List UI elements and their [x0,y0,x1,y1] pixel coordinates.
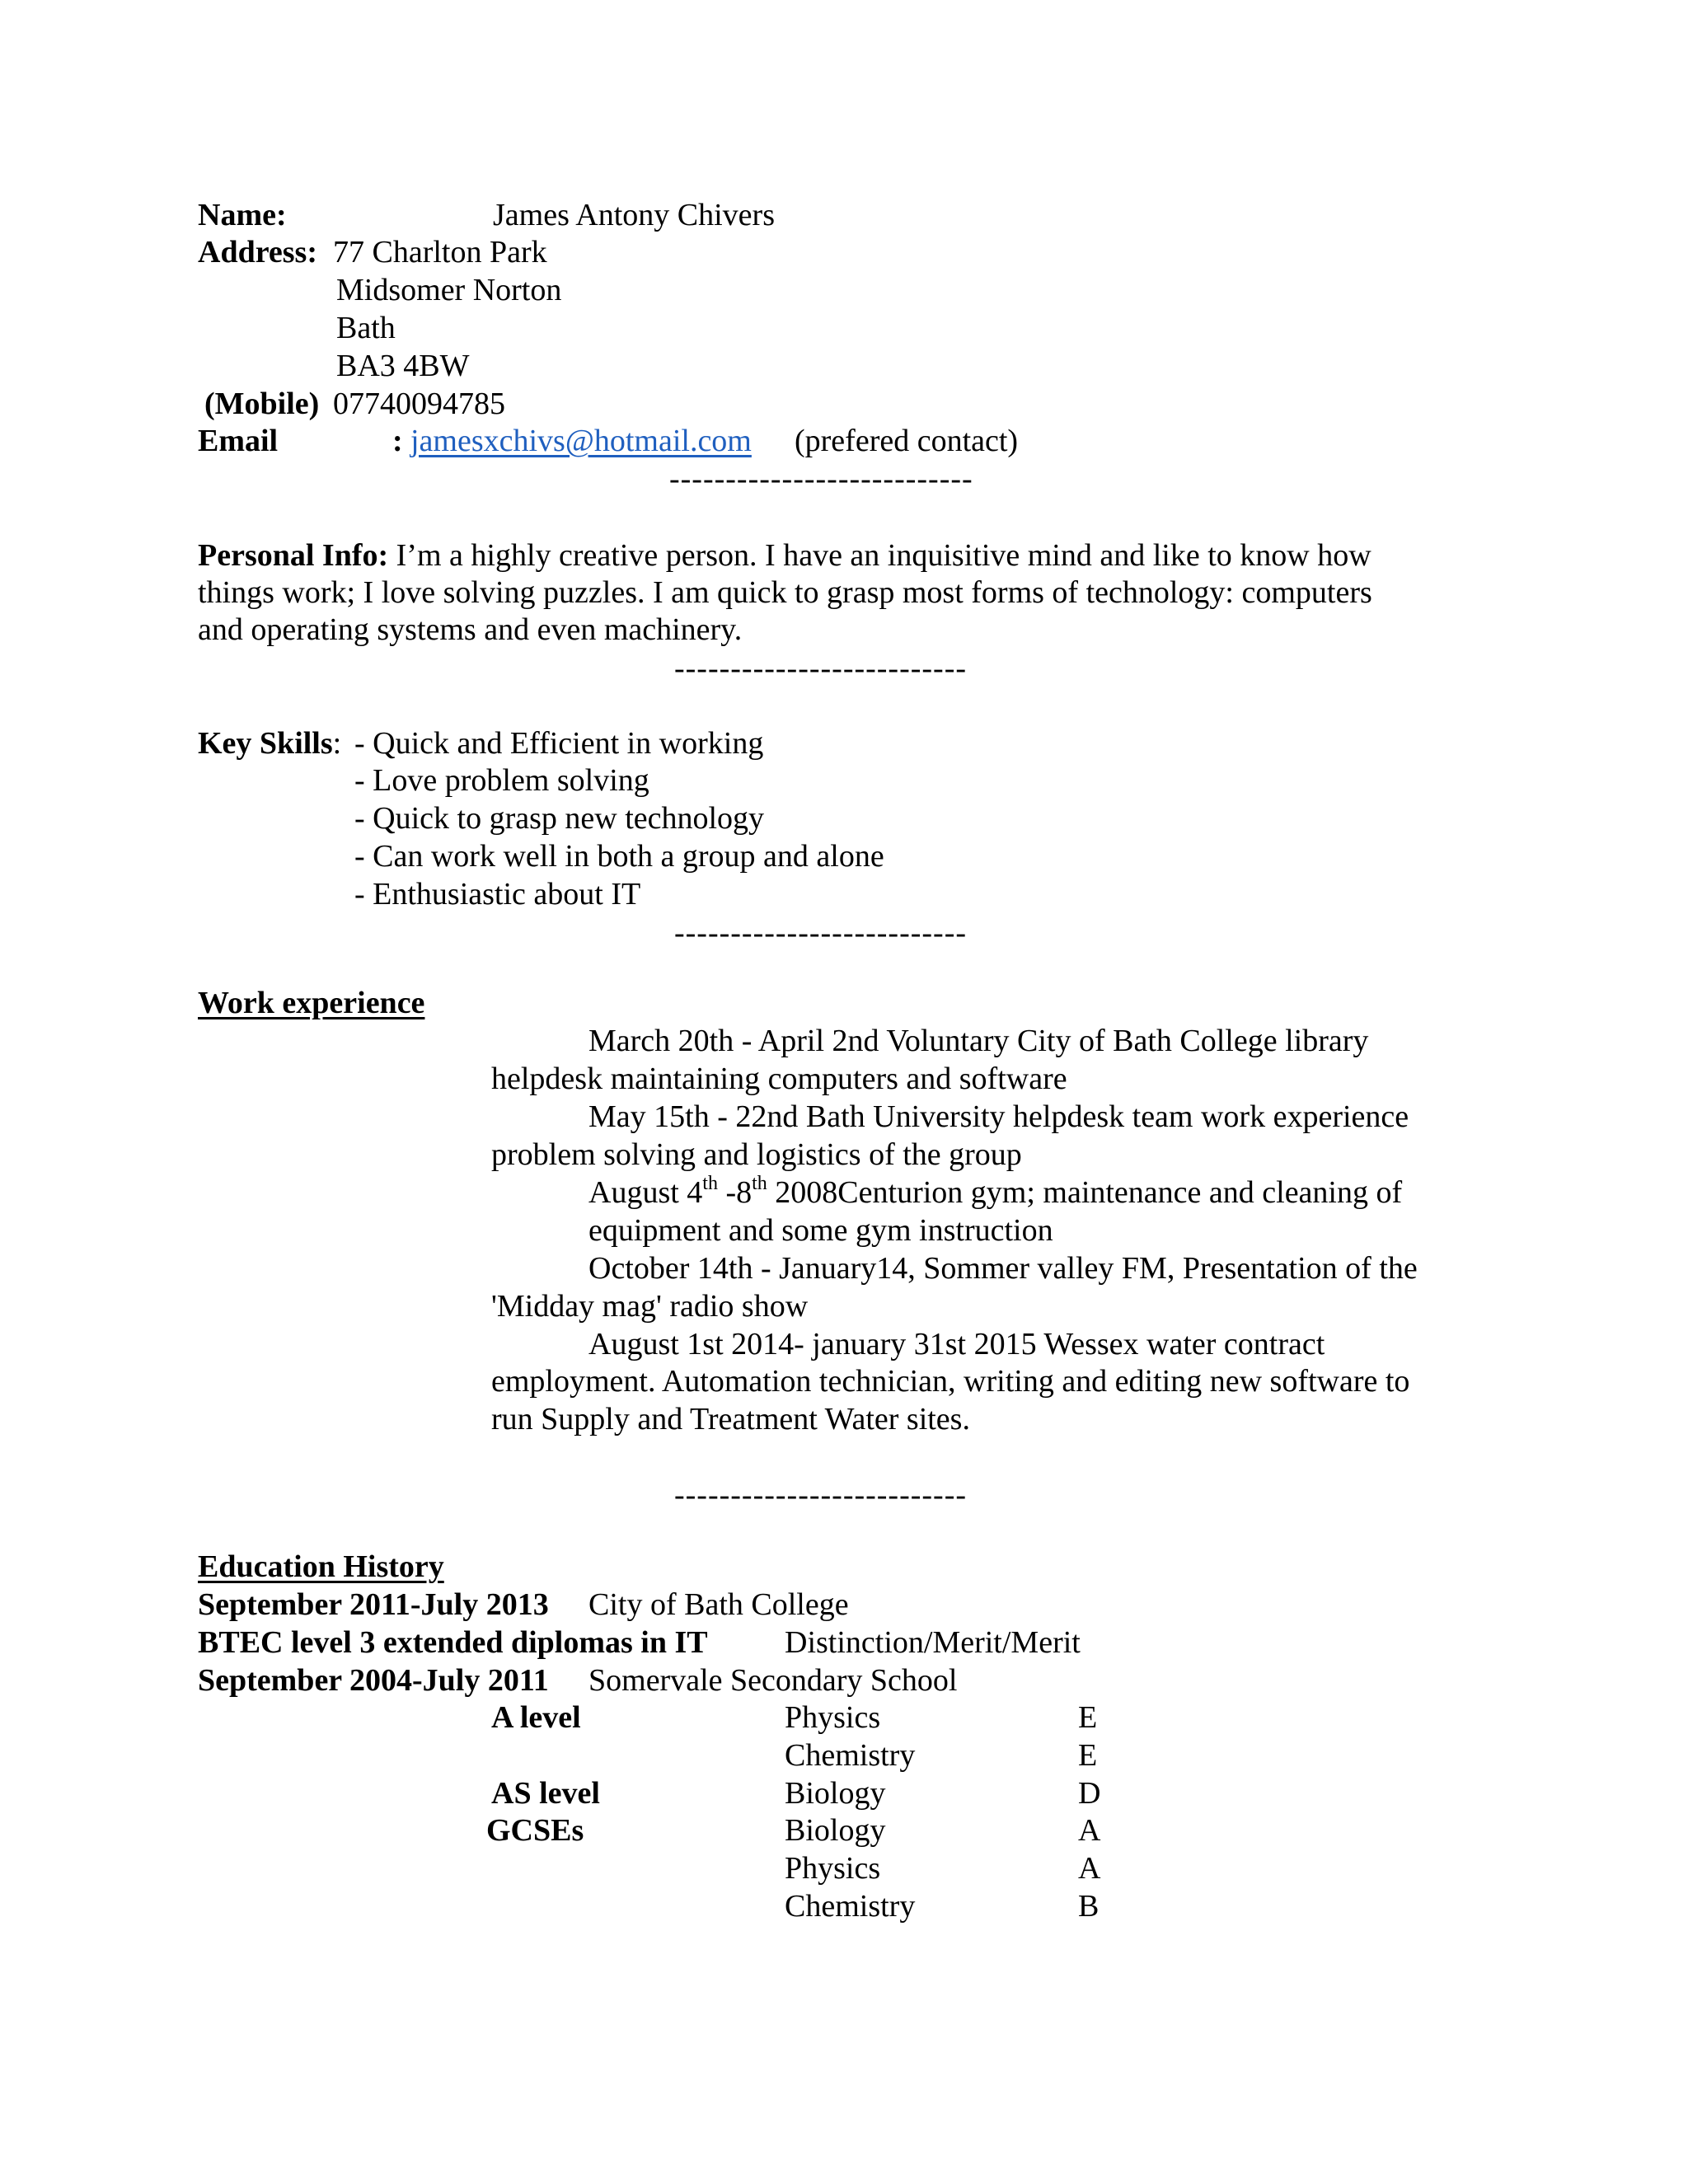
skill-item-1: - Quick and Efficient in working [354,726,764,761]
mobile-value: 07740094785 [333,387,505,421]
key-skills-colon: : [332,726,342,761]
education-school-2: Somervale Secondary School [588,1663,958,1698]
work-entry-2-line-1: May 15th - 22nd Bath University helpdesk team work experience [588,1099,1409,1134]
skill-item-2: - Love problem solving [354,763,649,798]
grade-subject: Physics [785,1700,881,1735]
personal-info-line-3: and operating systems and even machinery. [198,612,743,647]
separator-3: -------------------------- [674,916,968,950]
work-entry-2-line-2: problem solving and logistics of the group [491,1137,1022,1172]
grade-value: E [1078,1700,1098,1735]
personal-info-text-1: I’m a highly creative person. I have an inquisitive mind and like to know how [388,538,1372,573]
separator-2: -------------------------- [674,651,968,686]
email-link[interactable]: jamesxchivs@hotmail.com [410,424,752,458]
personal-info-line-2: things work; I love solving puzzles. I am quick to grasp most forms of technology: computers [198,575,1372,610]
education-period-1: September 2011-July 2013 [198,1587,549,1622]
address-line-1: 77 Charlton Park [333,235,547,269]
work-experience-heading: Work experience [198,986,425,1020]
name-label: Name: [198,198,287,232]
work-entry-3-date-b: -8 [717,1175,753,1210]
grade-value: A [1078,1851,1101,1886]
work-entry-4-line-2: 'Midday mag' radio show [491,1289,809,1324]
work-entry-5-line-2: employment. Automation technician, writing and editing new software to [491,1364,1410,1399]
work-entry-4-line-1: October 14th - January14, Sommer valley FM, Presentation of the [588,1251,1418,1286]
grade-value: E [1078,1738,1098,1773]
ordinal-suffix: th [752,1173,767,1195]
work-entry-3-line-2: equipment and some gym instruction [588,1213,1053,1248]
separator-1: --------------------------- [669,462,973,496]
personal-info-line-1 [198,537,1372,574]
address-line-3: Bath [336,311,396,345]
skill-item-5: - Enthusiastic about IT [354,877,641,912]
btec-qualification: BTEC level 3 extended diplomas in IT [198,1625,708,1660]
education-heading: Education History [198,1549,444,1584]
separator-4: -------------------------- [674,1478,968,1512]
address-line-4: BA3 4BW [336,349,470,383]
work-entry-3-text: 2008Centurion gym; maintenance and cleaning of [767,1175,1403,1210]
email-note: (prefered contact) [795,424,1019,458]
grade-value: D [1078,1776,1101,1811]
btec-grades: Distinction/Merit/Merit [785,1625,1081,1660]
work-entry-1-line-2: helpdesk maintaining computers and software [491,1062,1067,1096]
grade-level: AS level [491,1776,600,1811]
education-school-1: City of Bath College [588,1587,849,1622]
address-line-2: Midsomer Norton [336,273,562,307]
work-entry-5-line-3: run Supply and Treatment Water sites. [491,1402,970,1436]
name-value: James Antony Chivers [493,198,775,232]
mobile-label: (Mobile) [204,387,320,421]
email-label: Email [198,424,279,458]
work-entry-3-date-a: August 4 [588,1175,703,1210]
work-entry-5-line-1: August 1st 2014- january 31st 2015 Wessex water contract [588,1327,1325,1361]
grade-level: A level [491,1700,581,1735]
grade-subject: Biology [785,1813,886,1848]
grade-subject: Chemistry [785,1738,916,1773]
key-skills-label: Key Skills [198,726,333,761]
skill-item-3: - Quick to grasp new technology [354,801,765,836]
work-entry-3-line-1 [588,1174,1402,1212]
email-colon: : [392,424,403,458]
grade-subject: Chemistry [785,1889,916,1924]
address-label: Address: [198,235,317,269]
grade-value: A [1078,1813,1101,1848]
skill-item-4: - Can work well in both a group and alone [354,839,884,874]
key-skills-line-1 [198,724,341,762]
grade-value: B [1078,1889,1100,1924]
work-entry-1-line-1: March 20th - April 2nd Voluntary City of Bath College library [588,1024,1369,1058]
grade-subject: Biology [785,1776,886,1811]
grade-level: GCSEs [486,1813,584,1848]
education-period-2: September 2004-July 2011 [198,1663,549,1698]
personal-info-label: Personal Info: [198,538,389,573]
ordinal-suffix: th [702,1173,718,1195]
grade-subject: Physics [785,1851,881,1886]
